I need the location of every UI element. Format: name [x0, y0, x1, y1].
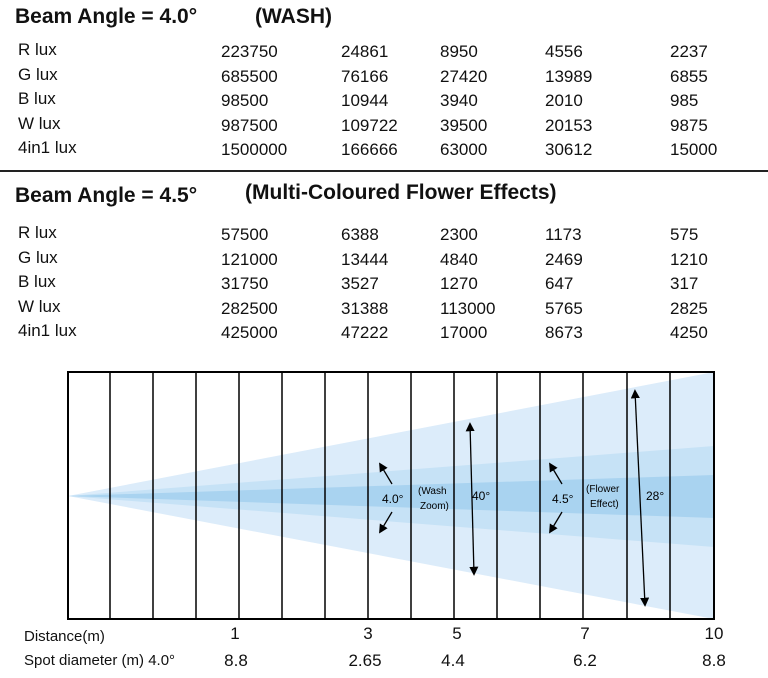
row-label: W lux	[18, 113, 61, 133]
table-cell: 109722	[341, 115, 398, 135]
flower-label-line1: (Flower	[586, 484, 620, 495]
table-cell: 1500000	[221, 140, 288, 159]
spot-diameter-value: 8.8	[702, 651, 726, 670]
distance-value: 3	[363, 624, 373, 643]
table-cell: 647	[545, 274, 574, 293]
table-cell: 31750	[221, 274, 269, 293]
row-label: B lux	[18, 89, 56, 108]
spot-diameter-value: 6.2	[573, 651, 597, 670]
row-label: 4in1 lux	[18, 138, 77, 157]
wash-zoom-angle-label: 40°	[472, 489, 491, 503]
table-cell: 113000	[440, 298, 496, 318]
row-label: 4in1 lux	[18, 321, 77, 340]
flower-label-line2: Effect)	[590, 499, 619, 510]
row-label: R lux	[18, 40, 57, 59]
table-cell: 282500	[221, 298, 278, 318]
distance-value: 5	[452, 624, 462, 643]
table-cell: 2825	[670, 298, 708, 318]
table-cell: 3940	[440, 91, 478, 110]
section1-title: Beam Angle = 4.0°	[15, 5, 198, 28]
table-cell: 1270	[440, 274, 478, 293]
table-cell: 98500	[221, 91, 269, 110]
table-cell: 8673	[545, 323, 583, 342]
spot-diameter-value: 8.8	[224, 651, 248, 670]
table-cell: 30612	[545, 140, 593, 159]
table-cell: 31388	[341, 298, 389, 318]
table-cell: 985	[670, 91, 699, 110]
table-cell: 17000	[440, 323, 488, 342]
table-cell: 8950	[440, 42, 478, 61]
section2-title: Beam Angle = 4.5°	[15, 184, 198, 207]
table-cell: 10944	[341, 91, 389, 110]
table-cell: 3527	[341, 274, 379, 293]
table-cell: 2237	[670, 42, 708, 61]
table-cell: 39500	[440, 115, 488, 135]
flower-wide-angle-label: 28°	[646, 489, 665, 503]
spot-diameter-value: 4.4	[441, 651, 465, 670]
table-cell: 6855	[670, 66, 708, 86]
table-cell: 2469	[545, 249, 583, 269]
table-cell: 27420	[440, 66, 488, 86]
table-cell: 121000	[221, 249, 278, 269]
table-cell: 4840	[440, 249, 478, 269]
distance-value: 10	[704, 624, 724, 643]
table-cell: 1210	[670, 249, 708, 269]
row-label: G lux	[18, 64, 58, 84]
row-label: R lux	[18, 223, 57, 242]
section1-subtitle: (WASH)	[255, 5, 332, 28]
table-cell: 987500	[221, 115, 278, 135]
table-cell: 2010	[545, 91, 583, 110]
spot-diameter-value: 2.65	[348, 651, 382, 670]
distance-value: 7	[580, 624, 590, 643]
table-cell: 575	[670, 225, 699, 244]
table-cell: 15000	[670, 140, 718, 159]
table-cell: 13989	[545, 66, 593, 86]
table-cell: 9875	[670, 115, 708, 135]
row-label: G lux	[18, 247, 58, 267]
table-cell: 76166	[341, 66, 389, 86]
row-label: B lux	[18, 272, 56, 291]
distance-value: 1	[230, 624, 240, 643]
wash-angle-label: 4.0°	[382, 492, 404, 506]
table-cell: 223750	[221, 42, 278, 61]
table-cell: 2300	[440, 225, 478, 244]
wash-label-line1: (Wash	[418, 486, 447, 497]
wash-label-line2: Zoom)	[420, 501, 449, 512]
table-cell: 1173	[545, 225, 582, 244]
row-label: W lux	[18, 296, 61, 316]
table-cell: 425000	[221, 323, 278, 342]
table-cell: 13444	[341, 249, 389, 269]
table-cell: 24861	[341, 42, 389, 61]
table-cell: 166666	[341, 140, 398, 159]
table-cell: 6388	[341, 225, 379, 244]
table-cell: 47222	[341, 323, 389, 342]
table-cell: 317	[670, 274, 699, 293]
table-cell: 63000	[440, 140, 488, 159]
distance-label: Distance(m)	[24, 628, 105, 645]
section2-subtitle: (Multi-Coloured Flower Effects)	[245, 181, 557, 204]
table-cell: 57500	[221, 225, 269, 244]
spot-diameter-label: Spot diameter (m) 4.0°	[24, 652, 176, 669]
table-cell: 4556	[545, 42, 583, 61]
table-cell: 20153	[545, 115, 593, 135]
flower-angle-label: 4.5°	[552, 492, 574, 506]
table-cell: 685500	[221, 66, 278, 86]
table-cell: 5765	[545, 298, 583, 318]
table-cell: 4250	[670, 323, 708, 342]
